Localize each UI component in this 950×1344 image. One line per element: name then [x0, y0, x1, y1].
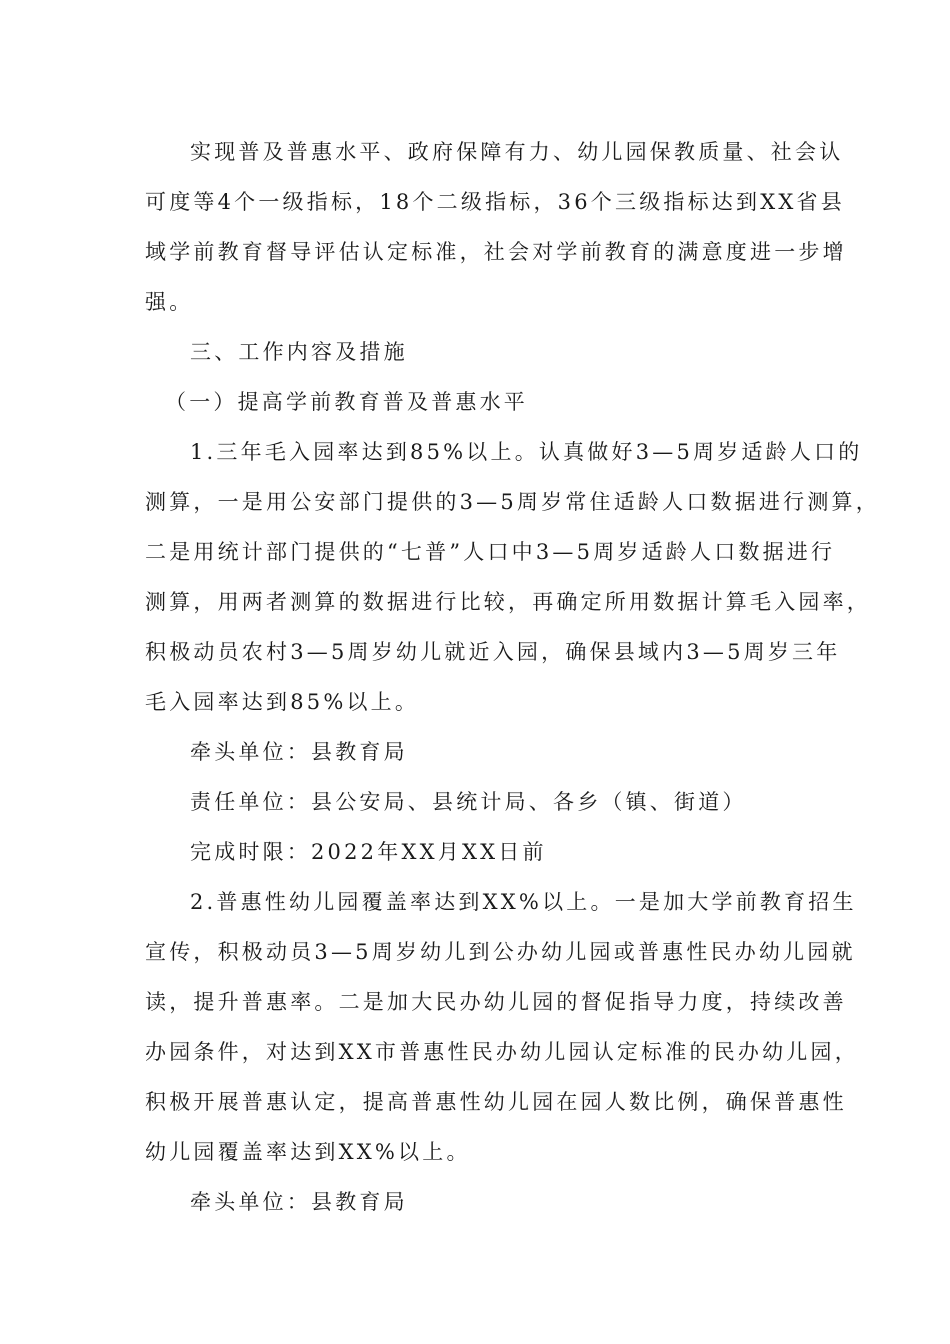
- lead-unit-line: 牵头单位：县教育局: [190, 1190, 408, 1214]
- paragraph-line: 幼儿园覆盖率达到XX%以上。: [145, 1140, 471, 1164]
- section-heading: 三、工作内容及措施: [190, 340, 408, 364]
- lead-unit-line: 牵头单位：县教育局: [190, 740, 408, 764]
- deadline-line: 完成时限：2022年XX月XX日前: [190, 840, 547, 864]
- paragraph-line: 二是用统计部门提供的“七普”人口中3—5周岁适龄人口数据进行: [145, 540, 836, 564]
- subsection-heading: （一）提高学前教育普及普惠水平: [165, 390, 528, 414]
- paragraph-line: 积极动员农村3—5周岁幼儿就近入园，确保县域内3—5周岁三年: [145, 640, 841, 664]
- responsible-unit-line: 责任单位：县公安局、县统计局、各乡（镇、街道）: [190, 790, 747, 814]
- paragraph-line: 毛入园率达到85%以上。: [145, 690, 420, 714]
- paragraph-line: 测算，用两者测算的数据进行比较，再确定所用数据计算毛入园率，: [145, 590, 871, 614]
- paragraph-line: 宣传，积极动员3—5周岁幼儿到公办幼儿园或普惠性民办幼儿园就: [145, 940, 856, 964]
- paragraph-line: 办园条件，对达到XX市普惠性民办幼儿园认定标准的民办幼儿园，: [145, 1040, 859, 1064]
- paragraph-line: 读，提升普惠率。二是加大民办幼儿园的督促指导力度，持续改善: [145, 990, 847, 1014]
- paragraph-line: 强。: [145, 290, 194, 314]
- paragraph-line: 2.普惠性幼儿园覆盖率达到XX%以上。一是加大学前教育招生: [190, 890, 857, 914]
- paragraph-line: 域学前教育督导评估认定标准，社会对学前教育的满意度进一步增: [145, 240, 847, 264]
- paragraph-line: 1.三年毛入园率达到85%以上。认真做好3—5周岁适龄人口的: [190, 440, 863, 464]
- paragraph-line: 积极开展普惠认定，提高普惠性幼儿园在园人数比例，确保普惠性: [145, 1090, 847, 1114]
- paragraph-line: 可度等4个一级指标，18个二级指标，36个三级指标达到XX省县: [145, 190, 845, 214]
- paragraph-line: 测算，一是用公安部门提供的3—5周岁常住适龄人口数据进行测算，: [145, 490, 880, 514]
- paragraph-line: 实现普及普惠水平、政府保障有力、幼儿园保教质量、社会认: [190, 140, 844, 164]
